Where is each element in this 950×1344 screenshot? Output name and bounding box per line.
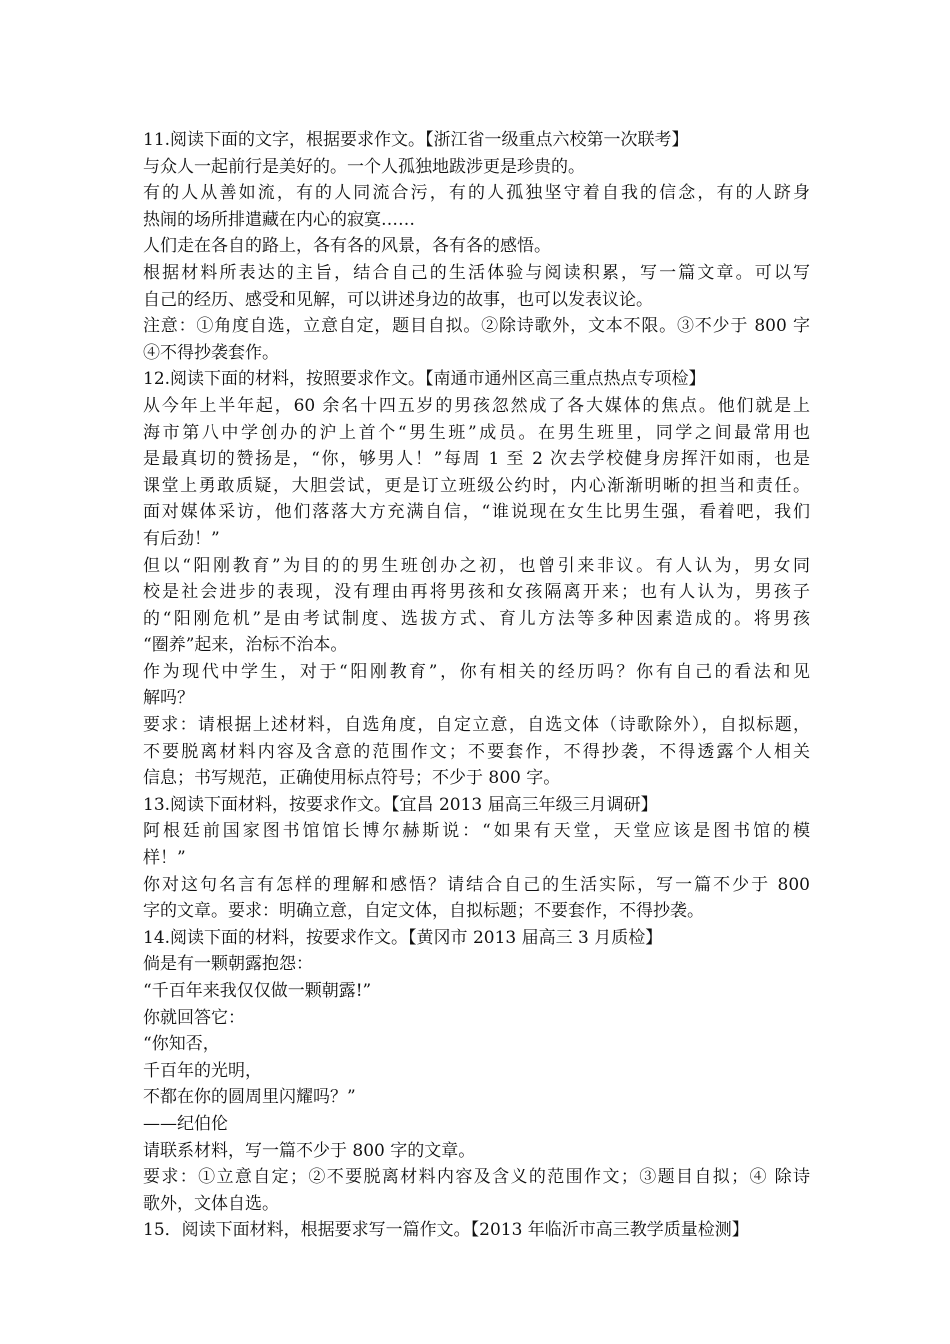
text-line: 12.阅读下面的材料，按照要求作文。【南通市通州区高三重点热点专项检】	[143, 369, 706, 390]
text-line: 有的人从善如流，有的人同流合污，有的人孤独坚守着自我的信念，有的人跻身	[143, 183, 810, 204]
text-line: 14.阅读下面的材料，按要求作文。【黄冈市 2013 届高三 3 月质检】	[143, 927, 663, 948]
text-line: 人们走在各自的路上，各有各的风景，各有各的感悟。	[143, 236, 551, 257]
text-line: 校是社会进步的表现，没有理由再将男孩和女孩隔离开来；也有人认为，男孩子	[143, 582, 810, 603]
text-line: 从今年上半年起，60 余名十四五岁的男孩忽然成了各大媒体的焦点。他们就是上	[143, 395, 810, 416]
text-line: 不要脱离材料内容及含意的范围作文；不要套作，不得抄袭，不得透露个人相关	[143, 741, 810, 762]
text-line: 歌外，文体自选。	[143, 1193, 279, 1214]
text-line: 注意：①角度自选，立意自定，题目自拟。②除诗歌外，文本不限。③不少于 800 字	[143, 316, 810, 337]
text-line: 作为现代中学生，对于“阳刚教育”，你有相关的经历吗？你有自己的看法和见	[143, 661, 810, 682]
text-line: 与众人一起前行是美好的。一个人孤独地跋涉更是珍贵的。	[143, 156, 585, 177]
text-line: 你就回答它：	[143, 1007, 245, 1028]
text-line: 根据材料所表达的主旨，结合自己的生活体验与阅读积累，写一篇文章。可以写	[143, 262, 810, 283]
text-line: 但以“阳刚教育”为目的的男生班创办之初，也曾引来非议。有人认为，男女同	[143, 555, 810, 576]
text-line: ——纪伯伦	[143, 1113, 228, 1134]
text-line: 海市第八中学创办的沪上首个“男生班”成员。在男生班里，同学之间最常用也	[143, 422, 810, 443]
text-line: 请联系材料，写一篇不少于 800 字的文章。	[143, 1140, 476, 1161]
text-line: 要求：请根据上述材料，自选角度，自定立意，自选文体（诗歌除外），自拟标题，	[143, 715, 810, 736]
text-line: “圈养”起来，治标不治本。	[143, 635, 348, 656]
text-line: 15．阅读下面材料，根据要求写一篇作文。【2013 年临沂市高三教学质量检测】	[143, 1220, 749, 1241]
text-line: 热闹的场所排遣藏在内心的寂寞……	[143, 209, 415, 230]
text-line: 11.阅读下面的文字，根据要求作文。【浙江省一级重点六校第一次联考】	[143, 130, 689, 150]
text-line: 13.阅读下面材料，按要求作文。【宜昌 2013 届高三年级三月调研】	[143, 794, 658, 815]
text-line: 信息；书写规范，正确使用标点符号；不少于 800 字。	[143, 768, 561, 789]
text-line: 阿根廷前国家图书馆馆长博尔赫斯说：“如果有天堂，天堂应该是图书馆的模	[143, 821, 810, 842]
text-line: 样！”	[143, 848, 186, 869]
text-line: “千百年来我仅仅做一颗朝露!”	[143, 981, 372, 1001]
text-line: 有后劲！”	[143, 528, 220, 549]
text-line: 你对这句名言有怎样的理解和感悟？请结合自己的生活实际，写一篇不少于 800	[143, 874, 810, 895]
text-line: 要求：①立意自定；②不要脱离材料内容及含义的范围作文；③题目自拟；④ 除诗	[143, 1167, 810, 1188]
text-line: 千百年的光明，	[143, 1060, 262, 1081]
text-line: 课堂上勇敢质疑，大胆尝试，更是订立班级公约时，内心渐渐明晰的担当和责任。	[143, 475, 810, 496]
text-line: “你知否，	[143, 1034, 220, 1055]
text-line: 的“阳刚危机”是由考试制度、选拔方式、育儿方法等多种因素造成的。将男孩	[143, 608, 810, 629]
text-line: 是最真切的赞扬是，“你，够男人！”每周 1 至 2 次去学校健身房挥汗如雨，也是	[143, 449, 810, 470]
text-line: 面对媒体采访，他们落落大方充满自信，“谁说现在女生比男生强，看着吧，我们	[143, 502, 810, 523]
document-body	[143, 127, 810, 1244]
text-line: 自己的经历、感受和见解，可以讲述身边的故事，也可以发表议论。	[143, 289, 653, 310]
text-line: 字的文章。要求：明确立意，自定文体，自拟标题；不要套作，不得抄袭。	[143, 901, 704, 922]
text-line: ④不得抄袭套作。	[143, 342, 279, 363]
text-line: 解吗？	[143, 688, 194, 709]
text-line: 倘是有一颗朝露抱怨：	[143, 954, 313, 975]
text-line: 不都在你的圆周里闪耀吗？”	[143, 1087, 356, 1108]
